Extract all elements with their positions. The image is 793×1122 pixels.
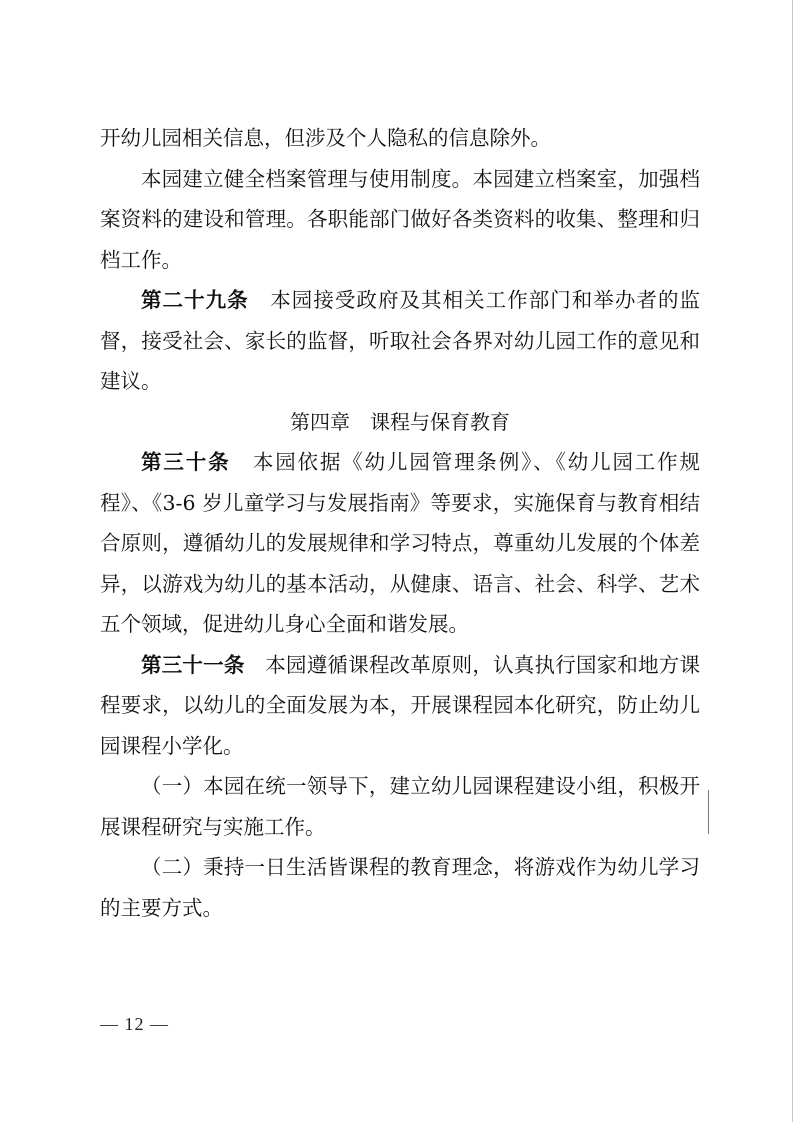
item-1: （一）本园在统一领导下，建立幼儿园课程建设小组，积极开展课程研究与实施工作。	[100, 774, 700, 839]
article-30	[100, 442, 700, 645]
page-number: — 12 —	[100, 1014, 169, 1034]
item-2: （二）秉持一日生活皆课程的教育理念，将游戏作为幼儿学习的主要方式。	[100, 855, 700, 920]
paragraph-archives: 本园建立健全档案管理与使用制度。本园建立档案室，加强档案资料的建设和管理。各职能部门做好各类资料的收集、整理和归档工作。	[100, 166, 700, 272]
margin-mark	[708, 790, 709, 834]
article-31-heading: 第三十一条	[141, 652, 245, 677]
article-31	[100, 645, 700, 767]
article-29-body: 本园接受政府及其相关工作部门和举办者的监督，接受社会、家长的监督，听取社会各界对幼儿园工作的意见和建议。	[100, 288, 701, 393]
article-30-heading: 第三十条	[141, 450, 231, 474]
body-text	[100, 118, 700, 928]
article-29	[100, 280, 700, 402]
article-31-body: 本园遵循课程改革原则，认真执行国家和地方课程要求，以幼儿的全面发展为本，开展课程园本化研究，防止幼儿园课程小学化。	[100, 652, 701, 758]
paragraph-continuation: 开幼儿园相关信息，但涉及个人隐私的信息除外。	[100, 126, 551, 150]
article-29-heading: 第二十九条	[141, 288, 249, 312]
chapter-title: 第四章 课程与保育教育	[290, 409, 510, 434]
article-30-body: 本园依据《幼儿园管理条例》、《幼儿园工作规程》、《3-6 岁儿童学习与发展指南》等要求，实施保育与教育相结合原则，遵循幼儿的发展规律和学习特点，尊重幼儿发展的个体差异，以游戏为幼儿的基本活动，从健康、语言、社会、科学、艺术五个领域，促进幼儿身心全面和谐发展。	[100, 450, 701, 636]
